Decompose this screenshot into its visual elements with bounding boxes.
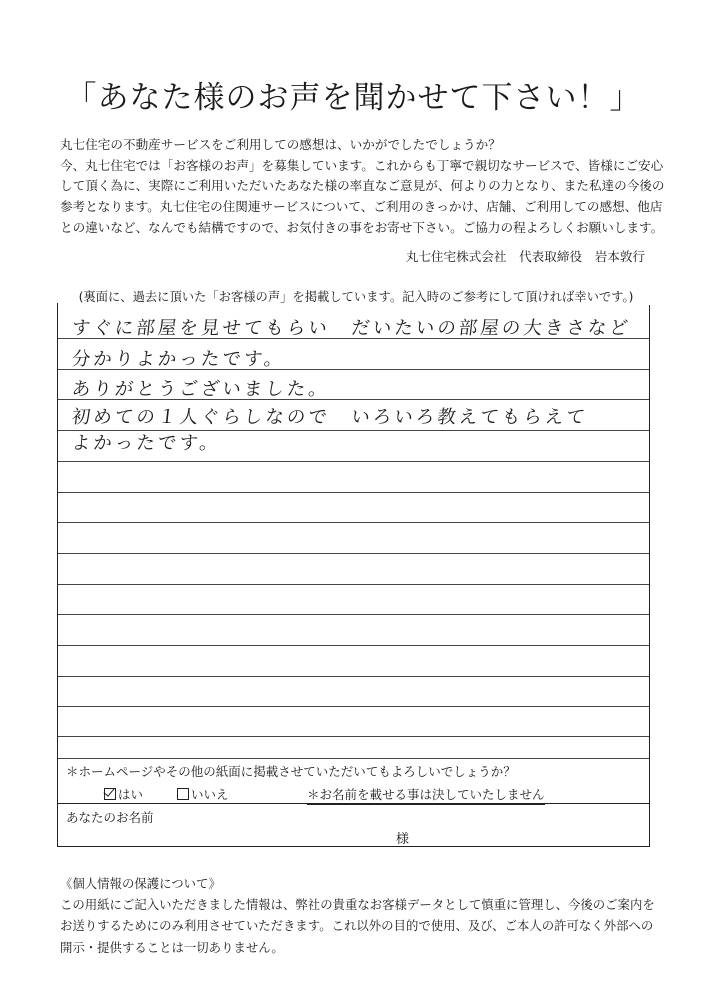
name-not-published-note: ＊お名前を載せる事は決していたしません <box>307 785 545 805</box>
name-field-label: あなたのお名前 <box>66 810 154 825</box>
page-title: 「あなた様のお声を聞かせて下さい！」 <box>65 80 642 116</box>
privacy-line: この用紙にご記入いただきました情報は、弊社の貴重なお客様データとして慎重に管理し、今後のご案内を <box>60 897 655 913</box>
intro-text <box>60 135 665 238</box>
company-signature: 丸七住宅株式会社 代表取締役 岩本敦行 <box>405 249 645 264</box>
option-no[interactable] <box>177 785 229 803</box>
handwritten-comment-line: よかったです。 <box>70 433 222 454</box>
privacy-line: 開示・提供することは一切ありません。 <box>60 939 284 955</box>
handwritten-comment-line: 初めての１人ぐらしなので いろいろ教えてもらえて <box>70 407 589 428</box>
ruled-line <box>58 492 649 493</box>
handwritten-comment-line: すぐに部屋を見せてもらい だいたいの部屋の大きさなど <box>70 318 632 339</box>
ruled-line <box>58 736 649 737</box>
privacy-heading: 《個人情報の保護について》 <box>60 876 221 891</box>
ruled-line <box>58 676 649 677</box>
form-instruction-note: (裏面に、過去に頂いた「お客様の声」を掲載しています。記入時のご参考にして頂ければ幸いです。) <box>58 287 654 305</box>
handwritten-comment-line: 分かりよかったです。 <box>70 349 287 370</box>
privacy-line: お送りするためにのみ利用させていただきます。これ以外の目的で使用、及び、ご本人の許可なく外部への <box>60 918 654 934</box>
checkbox-icon[interactable] <box>177 788 189 800</box>
ruled-line <box>58 584 649 585</box>
privacy-notice <box>60 873 660 958</box>
option-yes-label: はい <box>118 787 144 802</box>
ruled-line <box>58 522 649 523</box>
intro-line: との違いなど、なんでも結構ですので、お気付きの事をお寄せ下さい。ご協力の程よろしくお願いします。 <box>60 219 664 235</box>
intro-line: して頂く為に、実際にご利用いただいたあなた様の率直なご意見が、何よりの力となり、また私達の今後の <box>60 178 665 194</box>
comment-area[interactable] <box>58 304 649 759</box>
ruled-line <box>58 614 649 615</box>
ruled-line <box>58 758 649 759</box>
ruled-line <box>58 645 649 646</box>
feedback-form-box <box>57 303 650 847</box>
checked-checkbox-icon[interactable] <box>104 788 116 800</box>
option-yes[interactable] <box>104 785 143 803</box>
intro-line: 参考となります。丸七住宅の住関連サービスについて、ご利用のきっかけ、店舗、ご利用しての感想、他店 <box>60 199 663 215</box>
intro-line: 丸七住宅の不動産サービスをご利用しての感想は、いかがでしたでしょうか？ <box>60 137 501 152</box>
intro-line: 今、丸七住宅では「お客様のお声」を募集しています。これからも丁寧で親切なサービスで、皆様にご安心 <box>60 157 664 173</box>
option-no-label: いいえ <box>191 787 229 802</box>
ruled-line <box>58 461 649 462</box>
publish-permission-question: ＊ホームページやその他の紙面に掲載させていただいてもよろしいでしょうか？ <box>66 764 516 779</box>
ruled-line <box>58 553 649 554</box>
divider <box>58 803 649 804</box>
handwritten-comment-line: ありがとうございました。 <box>70 379 331 400</box>
name-suffix: 様 <box>396 832 410 847</box>
ruled-line <box>58 706 649 707</box>
